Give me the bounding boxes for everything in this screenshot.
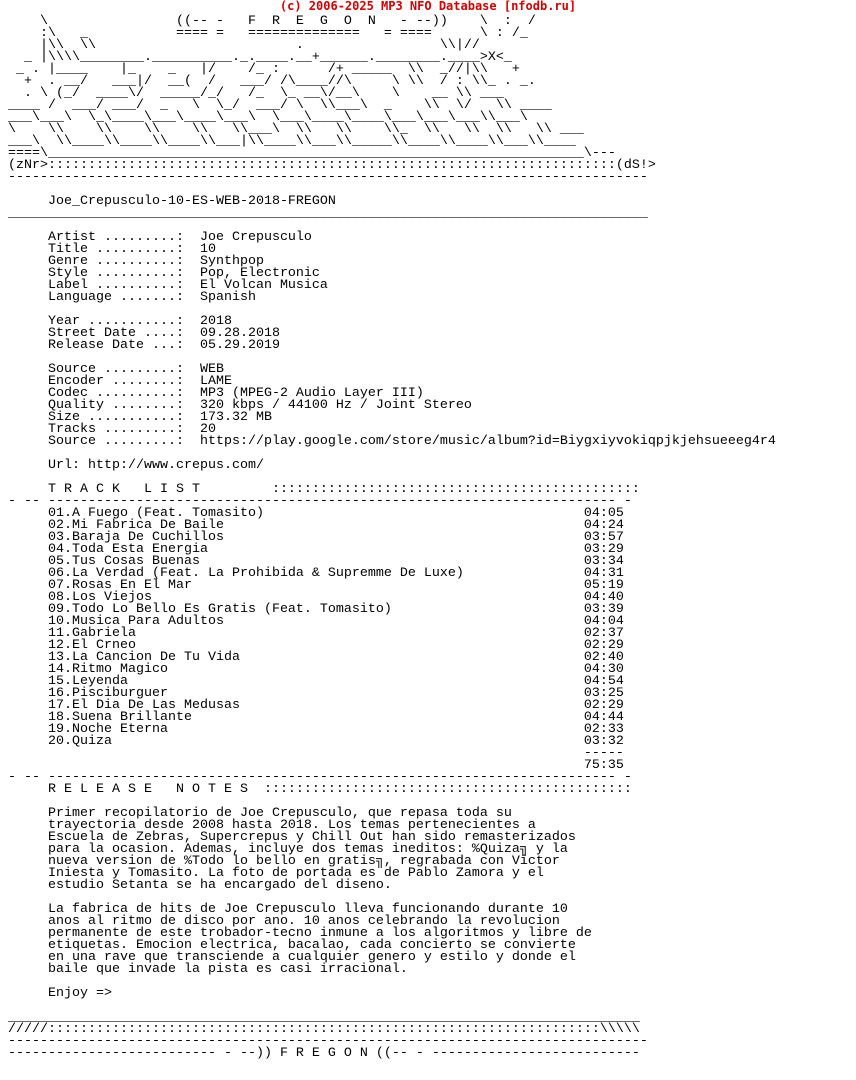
nfo-line: ___\ \\____\\____\\____\\___|\\____\\___\\_____\\____\\____\\___\\____ [8, 134, 576, 149]
nfo-line: 01.A Fuego (Feat. Tomasito) 04:05 [8, 506, 624, 521]
nfo-line: 10.Musica Para Adultos 04:04 [8, 614, 624, 629]
nfo-line: en una rave que transciende a cualquier genero y estilo y donde el [8, 950, 576, 965]
nfo-text [8, 16, 776, 1060]
nfo-line: Joe_Crepusculo-10-ES-WEB-2018-FREGON [8, 194, 336, 209]
nfo-line: permanente de este trobador-tecno inmune a los algoritmos y libre de [8, 926, 592, 941]
nfo-line: /////:::::::::::::::::::::::::::::::::::::::::::::::::::::::::::::::::::::\\\\\ [8, 1022, 640, 1037]
nfo-line: Label ..........: El Volcan Musica [8, 278, 328, 293]
nfo-line: ___\___\ \_\____\___\____\___\ \___\____\____\___\___\___\\___\ [8, 110, 528, 125]
nfo-line: - -- ----------------------------------------------------------------------- - [8, 494, 632, 509]
nfo-line: 11.Gabriela 02:37 [8, 626, 624, 641]
nfo-line: - -- ----------------------------------------------------------------------- - [8, 770, 632, 785]
nfo-line: ____ / ___/ ___/ _ \ \_/ ___/ \ \\___\ _ \\ \/ \\ ____ [8, 98, 552, 113]
nfo-line: 12.El Crneo 02:29 [8, 638, 624, 653]
nfo-line: Language .......: Spanish [8, 290, 256, 305]
nfo-line: 03.Baraja De Cuchillos 03:57 [8, 530, 624, 545]
nfo-line: + . __/ ___|/ __( / ___/ /\____//\ \ \\ / : \\_ . _. [8, 74, 536, 89]
nfo-line: Iniesta y Tomasito. La foto de portada es de Pablo Zamora y el [8, 866, 544, 881]
nfo-line: Quality ........: 320 kbps / 44100 Hz / Joint Stereo [8, 398, 472, 413]
nfo-line: estudio Setanta se ha encargado del diseno. [8, 878, 392, 893]
nfo-line: Release Date ...: 05.29.2019 [8, 338, 280, 353]
nfo-line: etiquetas. Emocion electrica, bacalao, cada concierto se convierte [8, 938, 576, 953]
nfo-line: :\ _ ==== = ============== = ==== \ : /_ [8, 26, 528, 41]
nfo-line: 17.El Dia De Las Medusas 02:29 [8, 698, 624, 713]
nfo-line: Primer recopilatorio de Joe Crepusculo, que repasa toda su [8, 806, 512, 821]
nfo-line: 07.Rosas En El Mar 05:19 [8, 578, 624, 593]
nfo-line: Style ..........: Pop, Electronic [8, 266, 320, 281]
nfo-line: 09.Todo Lo Bello Es Gratis (Feat. Tomasito) 03:39 [8, 602, 624, 617]
nfo-line: 02.Mi Fabrica De Baile 04:24 [8, 518, 624, 533]
nfo-line: Source .........: https://play.google.com/store/music/album?id=Biygxiyvokiqpjkjehsueeeg4r4 [8, 434, 776, 449]
nfo-line: baile que invade la pista es casi irracional. [8, 962, 408, 977]
nfo-line: 18.Suena Brillante 04:44 [8, 710, 624, 725]
nfo-line: Source .........: WEB [8, 362, 224, 377]
nfo-line: 05.Tus Cosas Buenas 03:34 [8, 554, 624, 569]
nfo-line: Size ...........: 173.32 MB [8, 410, 272, 425]
nfo-line: Artist .........: Joe Crepusculo [8, 230, 312, 245]
nfo-line: Codec ..........: MP3 (MPEG-2 Audio Layer III) [8, 386, 424, 401]
nfo-line: 15.Leyenda 04:54 [8, 674, 624, 689]
nfo-line: _ . |____ |_ _ |/ /_ : /+ _____ \\ _//|\\ + [8, 62, 520, 77]
nfo-line: -------------------------------------------------------------------------------- [8, 1034, 648, 1049]
nfo-line: Street Date ....: 09.28.2018 [8, 326, 280, 341]
nfo-line: _______________________________________________________________________________ [8, 1010, 640, 1025]
nfo-line: \ \\ \\ \\ \\ \\___\ \\ \\ \\_ \\ \\ \\ \\ ___ [8, 122, 584, 137]
nfo-line: ====\___________________________________________________________________\--- [8, 146, 616, 161]
nfo-line: Encoder ........: LAME [8, 374, 232, 389]
nfo-line: Title ..........: 10 [8, 242, 216, 257]
nfo-line: 14.Ritmo Magico 04:30 [8, 662, 624, 677]
nfo-line: _ |\\\\________.__________._.____.__+______.________.____>X<_ [8, 50, 512, 65]
nfo-line: 04.Toda Esta Energia 03:29 [8, 542, 624, 557]
nfo-line: Enjoy => [8, 986, 112, 1001]
nfo-line: . \ (_/ ____\/ _____/_/ /_ \_ __\/__\ \ __ \\ ___ [8, 86, 504, 101]
nfo-line: 75:35 [8, 758, 624, 773]
nfo-line: 08.Los Viejos 04:40 [8, 590, 624, 605]
nfo-line: (zNr>:::::::::::::::::::::::::::::::::::::::::::::::::::::::::::::::::::::::(dS!> [8, 158, 656, 173]
site-header: (c) 2006-2025 MP3 NFO Database [nfodb.ru] [279, 0, 577, 13]
nfo-line: Year ...........: 2018 [8, 314, 232, 329]
nfo-line: |\\ \\ . \\|// [8, 38, 480, 53]
nfo-line: Genre ..........: Synthpop [8, 254, 264, 269]
nfo-line: Escuela de Zebras, Supercrepus y Chill Out han sido remasterizados [8, 830, 576, 845]
nfo-line: 13.La Cancion De Tu Vida 02:40 [8, 650, 624, 665]
nfo-line: Tracks .........: 20 [8, 422, 216, 437]
nfo-line: para la ocasion. Ademas, incluye dos temas ineditos: %Quiza╗ y la [8, 842, 568, 857]
nfo-line: trayectoria desde 2008 hasta 2018. Los temas pertenecientes a [8, 818, 536, 833]
nfo-line: La fabrica de hits de Joe Crepusculo lleva funcionando durante 10 [8, 902, 568, 917]
nfo-line: R E L E A S E N O T E S :::::::::::::::::::::::::::::::::::::::::::::: [8, 782, 632, 797]
nfo-line: \ ((-- - F R E G O N - --)) \ : / [8, 14, 536, 29]
nfo-line: anos al ritmo de disco por ano. 10 anos celebrando la revolucion [8, 914, 560, 929]
nfo-line: 19.Noche Eterna 02:33 [8, 722, 624, 737]
nfo-line: ________________________________________________________________________________ [8, 206, 648, 221]
nfo-line: 20.Quiza 03:32 [8, 734, 624, 749]
nfo-line: Url: http://www.crepus.com/ [8, 458, 264, 473]
nfo-line: -------------------------- - --)) F R E G O N ((-- - -------------------------- [8, 1046, 640, 1061]
nfo-line: nueva version de %Todo lo bello en gratis╗, regrabada con Victor [8, 854, 560, 869]
nfo-line: ----- [8, 746, 624, 761]
nfo-line: 06.La Verdad (Feat. La Prohibida & Supremme De Luxe) 04:31 [8, 566, 624, 581]
nfo-line: -------------------------------------------------------------------------------- [8, 170, 648, 185]
nfo-line: T R A C K L I S T :::::::::::::::::::::::::::::::::::::::::::::: [8, 482, 640, 497]
nfo-line: 16.Pisciburguer 03:25 [8, 686, 624, 701]
